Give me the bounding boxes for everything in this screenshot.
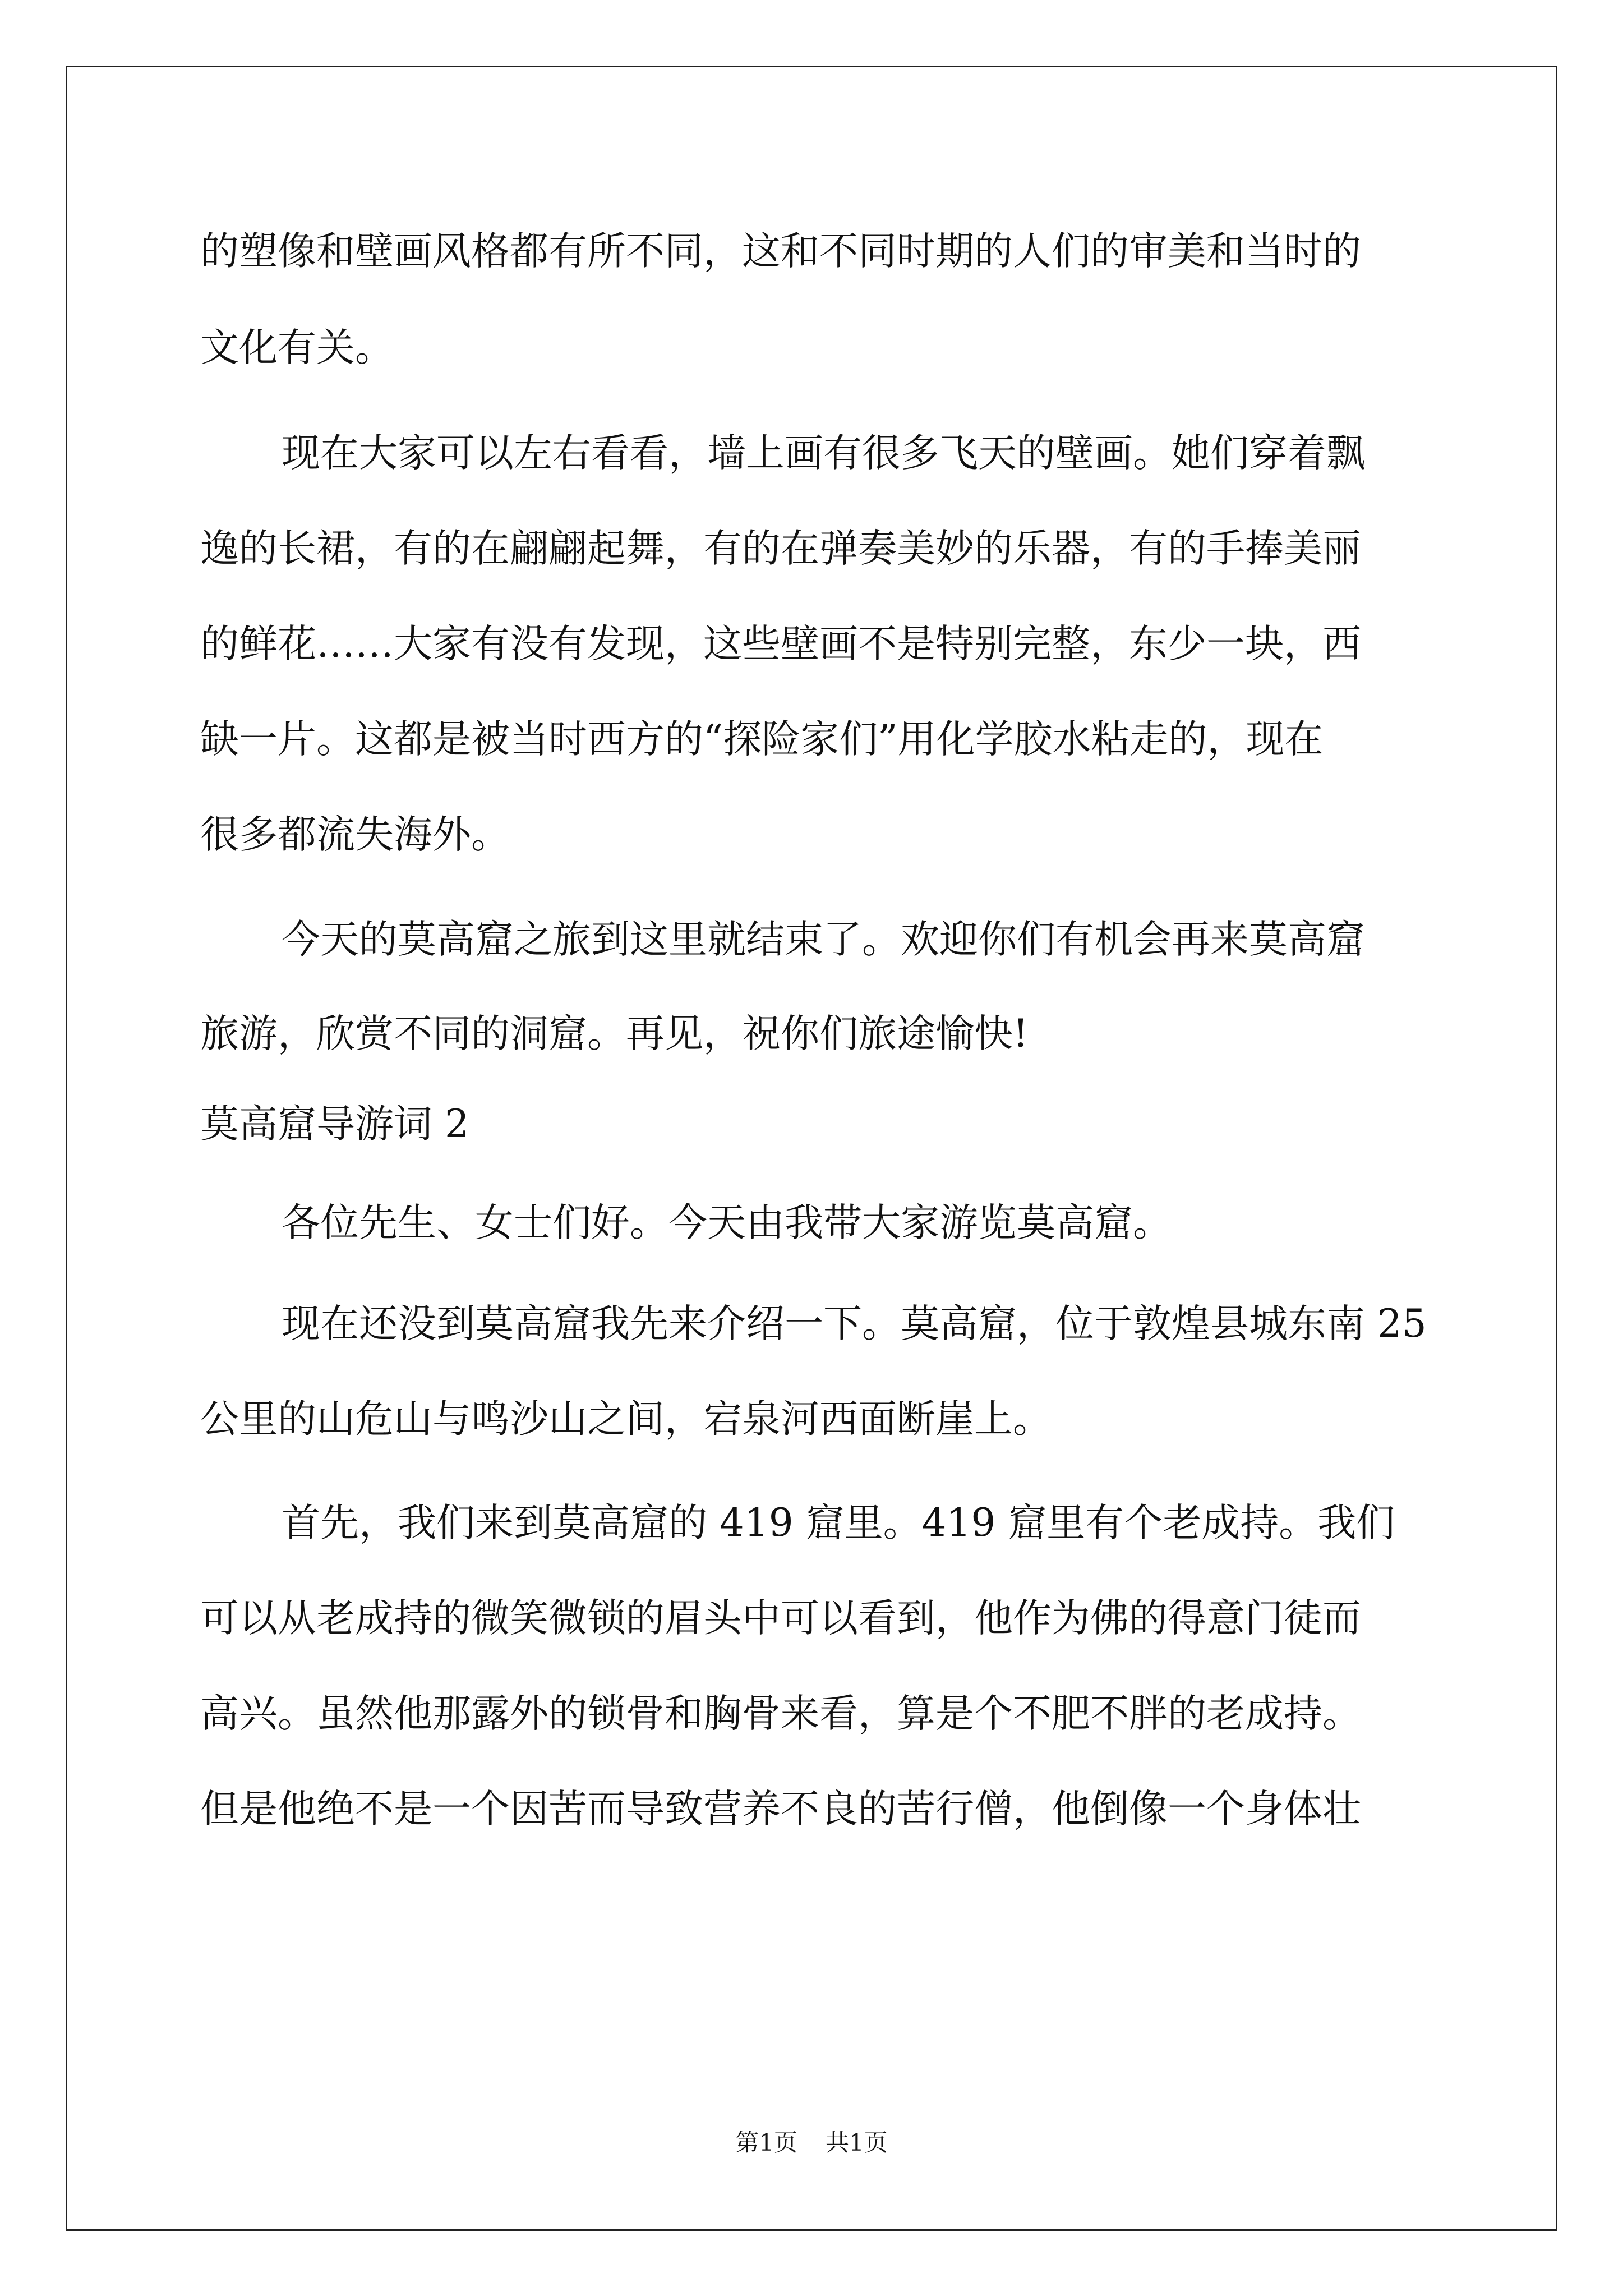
text-line: 公里的山危山与鸣沙山之间，宕泉河西面断崖上。 — [200, 1397, 1052, 1442]
text-line: 的鲜花……大家有没有发现，这些壁画不是特别完整，东少一块，西 — [200, 622, 1361, 666]
text-line: 可以从老成持的微笑微锁的眉头中可以看到，他作为佛的得意门徒而 — [200, 1596, 1361, 1641]
text-line: 现在还没到莫高窟我先来介绍一下。莫高窟，位于敦煌县城东南 25 — [282, 1301, 1427, 1346]
text-line: 各位先生、女士们好。今天由我带大家游览莫高窟。 — [282, 1200, 1172, 1245]
text-line: 但是他绝不是一个因苦而导致营养不良的苦行僧，他倒像一个身体壮 — [200, 1787, 1361, 1832]
page-total: 共1页 — [826, 2129, 888, 2156]
page-footer — [0, 2126, 1623, 2160]
text-line: 高兴。虽然他那露外的锁骨和胸骨来看，算是个不肥不胖的老成持。 — [200, 1691, 1361, 1736]
section-heading: 莫高窟导游词 2 — [200, 1102, 469, 1147]
text-line: 旅游，欣赏不同的洞窟。再见，祝你们旅途愉快! — [200, 1011, 1029, 1056]
text-line: 首先，我们来到莫高窟的 419 窟里。419 窟里有个老成持。我们 — [282, 1501, 1395, 1545]
text-line: 的塑像和壁画风格都有所不同，这和不同时期的人们的审美和当时的 — [200, 229, 1361, 274]
text-line: 文化有关。 — [200, 325, 394, 370]
text-line: 今天的莫高窟之旅到这里就结束了。欢迎你们有机会再来莫高窟 — [282, 917, 1365, 962]
text-line: 逸的长裙，有的在翩翩起舞，有的在弹奏美妙的乐器，有的手捧美丽 — [200, 526, 1361, 571]
page-number: 第1页 — [735, 2129, 797, 2156]
text-line: 很多都流失海外。 — [200, 812, 510, 857]
text-line: 现在大家可以左右看看，墙上画有很多飞天的壁画。她们穿着飘 — [282, 431, 1365, 476]
text-line: 缺一片。这都是被当时西方的“探险家们”用化学胶水粘走的，现在 — [200, 717, 1324, 762]
